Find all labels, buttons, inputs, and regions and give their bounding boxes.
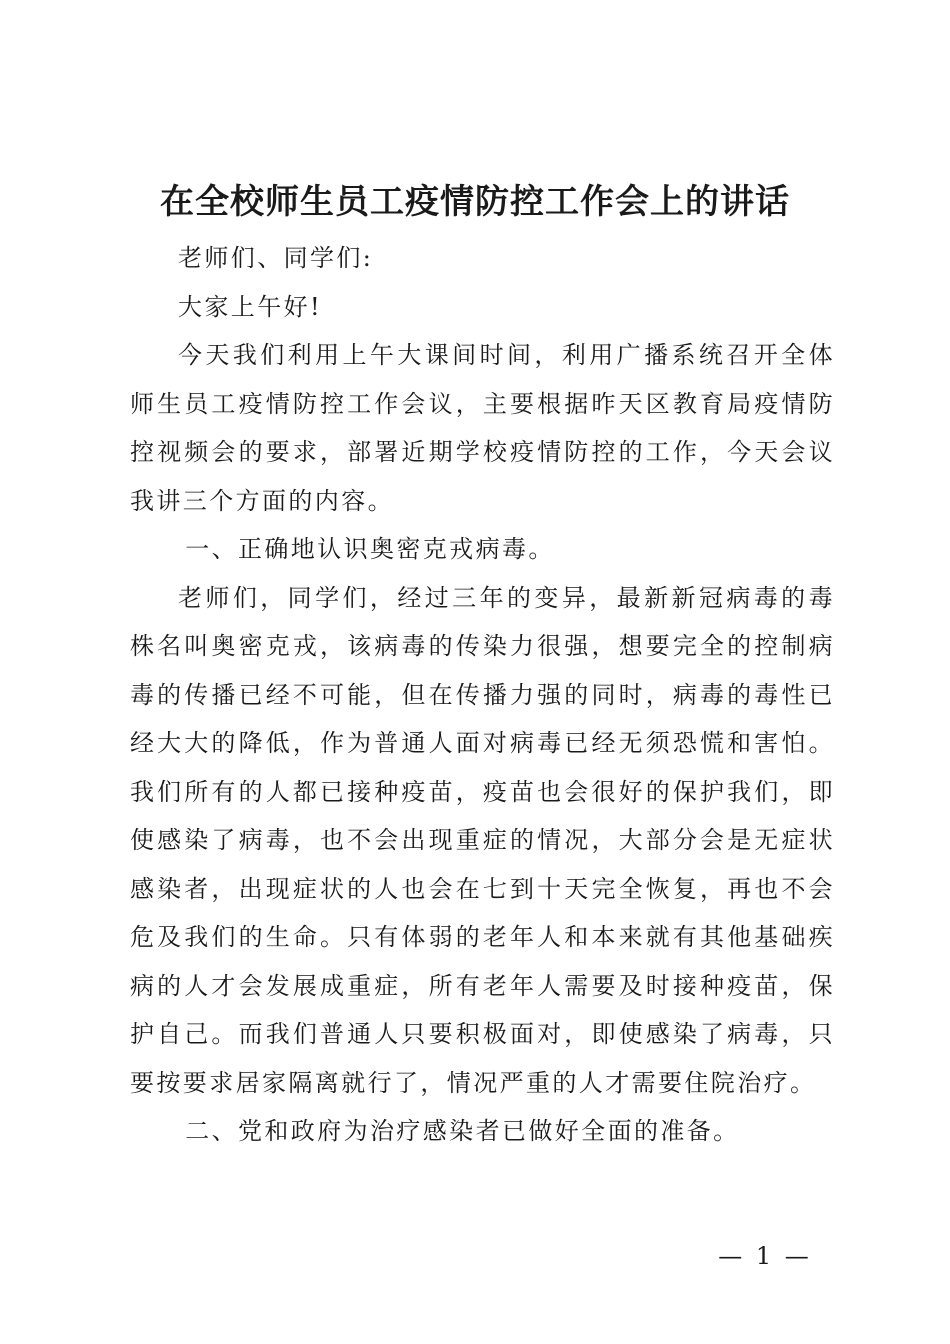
- greeting: 大家上午好!: [178, 292, 323, 321]
- section-heading-2: 二、党和政府为治疗感染者已做好全面的准备。: [185, 1117, 740, 1145]
- paragraph-section-1: 老师们，同学们，经过三年的变异，最新新冠病毒的毒株名叫奥密克戎，该病毒的传染力很强，想要完全的控制病毒的传播已经不可能，但在传播力强的同时，病毒的毒性已经大大的降低，作为普通人面对病毒已经无须恐慌和害怕。我们所有的人都已接种疫苗，疫苗也会很好的保护我们，即使感染了病毒，也不会出现重症的情况，大部分会是无症状感染者，出现症状的人也会在七到十天完全恢复，再也不会危及我们的生命。只有体弱的老年人和本来就有其他基础疾病的人才会发展成重症，所有老年人需要及时接种疫苗，保护自己。而我们普通人只要积极面对，即使感染了病毒，只要按要求居家隔离就行了，情况严重的人才需要住院治疗。: [130, 583, 835, 1097]
- document-body: [130, 234, 835, 1156]
- paragraph-intro: 今天我们利用上午大课间时间，利用广播系统召开全体师生员工疫情防控工作会议，主要根据昨天区教育局疫情防控视频会的要求，部署近期学校疫情防控的工作，今天会议我讲三个方面的内容。: [130, 341, 835, 515]
- section-heading-1: 一、正确地认识奥密克戎病毒。: [185, 535, 555, 563]
- salutation: 老师们、同学们:: [178, 244, 374, 272]
- document-title: 在全校师生员工疫情防控工作会上的讲话: [160, 182, 790, 222]
- page-number: — 1 —: [718, 1242, 812, 1270]
